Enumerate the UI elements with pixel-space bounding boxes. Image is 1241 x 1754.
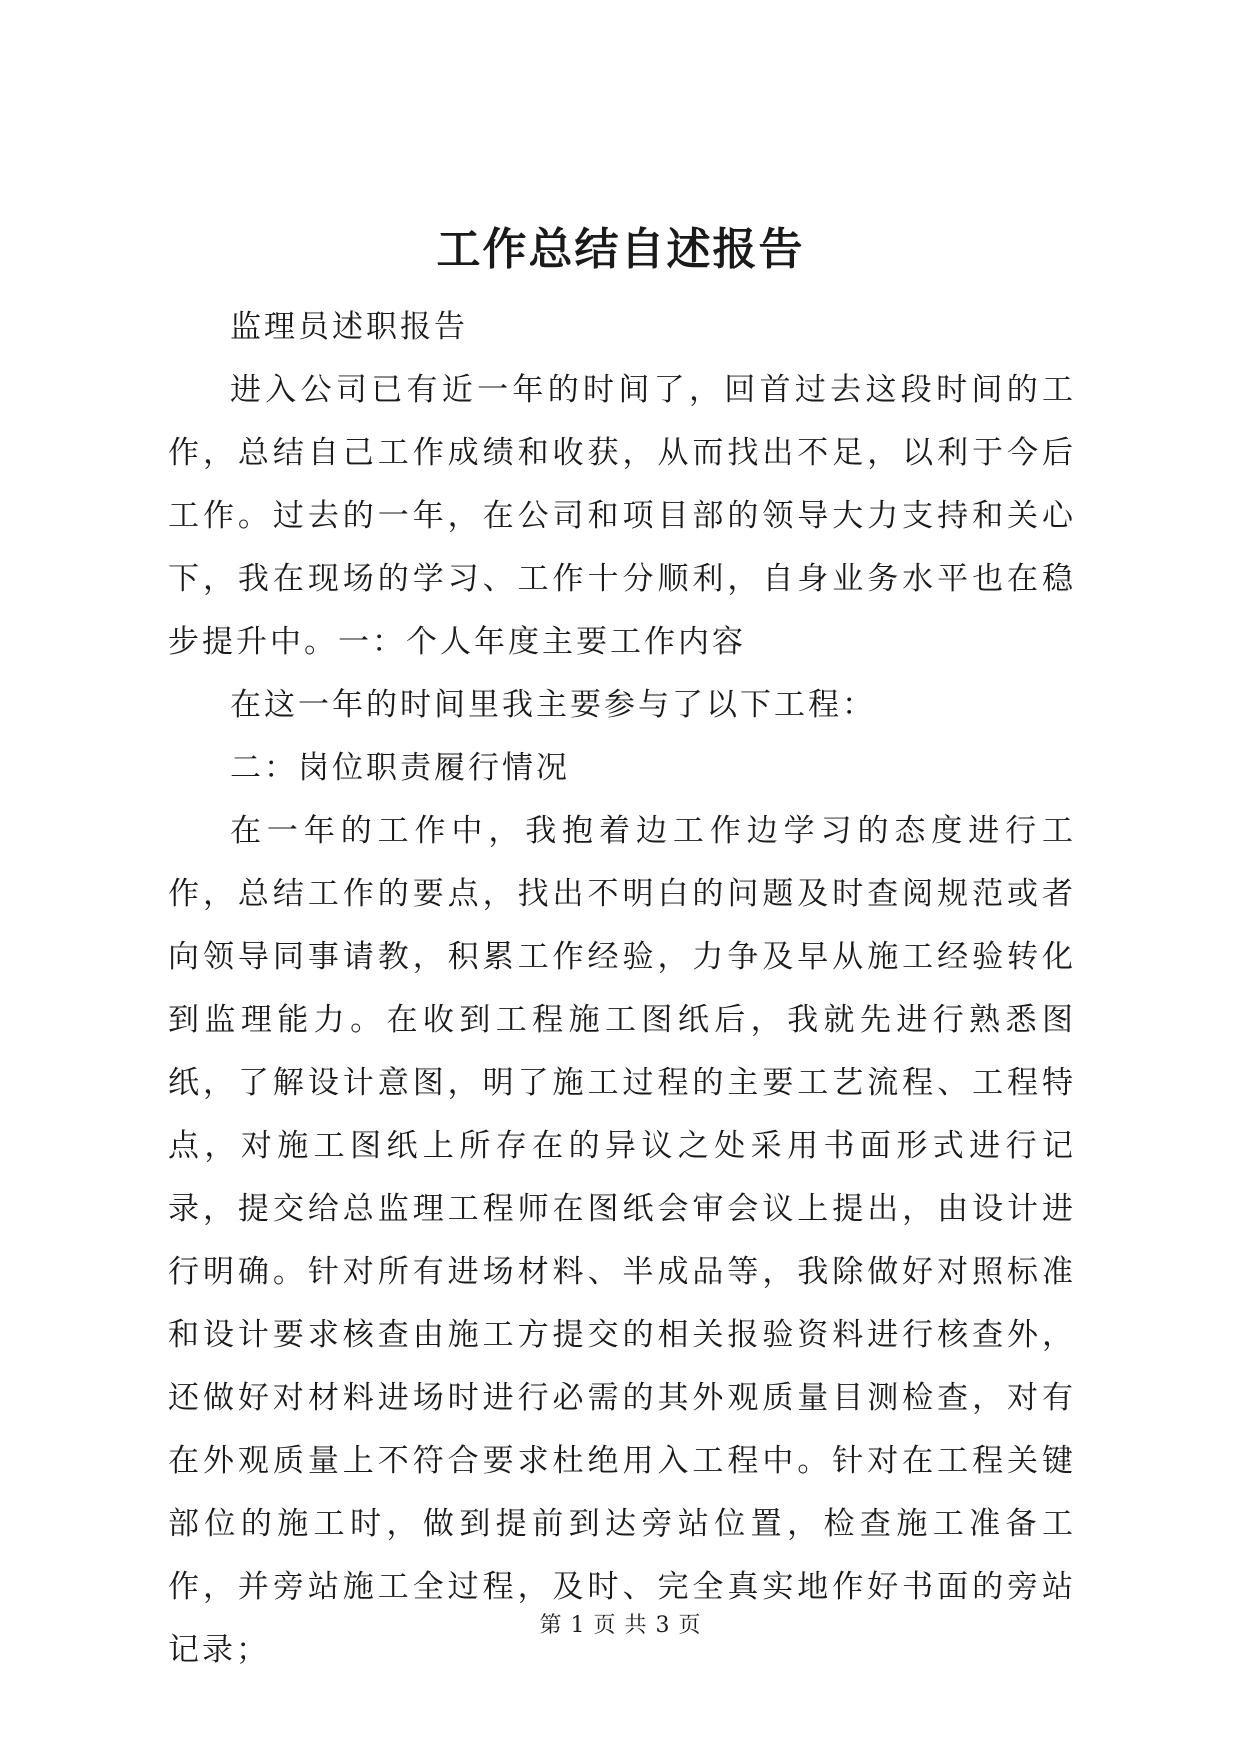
page-footer: 第 1 页 共 3 页 (539, 1613, 702, 1638)
document-title: 工作总结自述报告 (436, 224, 805, 275)
paragraph-section-heading: 二：岗位职责履行情况 (230, 750, 570, 786)
paragraph-duties: 在一年的工作中，我抱着边工作边学习的态度进行工作，总结工作的要点，找出不明白的问题及时查阅规范或者向领导同事请教，积累工作经验，力争及早从施工经验转化到监理能力。在收到工程施工图纸后，我就先进行熟悉图纸，了解设计意图，明了施工过程的主要工艺流程、工程特点，对施工图纸上所存在的异议之处采用书面形式进行记录，提交给总监理工程师在图纸会审会议上提出，由设计进行明确。针对所有进场材料、半成品等，我除做好对照标准和设计要求核查由施工方提交的相关报验资料进行核查外，还做好对材料进场时进行必需的其外观质量目测检查，对有在外观质量上不符合要求杜绝用入工程中。针对在工程关键部位的施工时，做到提前到达旁站位置，检查施工准备工作，并旁站施工全过程，及时、完全真实地作好书面的旁站记录； (168, 813, 1076, 1668)
paragraph-projects: 在这一年的时间里我主要参与了以下工程： (230, 687, 876, 723)
paragraph-intro: 进入公司已有近一年的时间了，回首过去这段时间的工作，总结自己工作成绩和收获，从而找出不足，以利于今后工作。过去的一年，在公司和项目部的领导大力支持和关心下，我在现场的学习、工作十分顺利，自身业务水平也在稳步提升中。一：个人年度主要工作内容 (168, 372, 1076, 660)
paragraph-subtitle: 监理员述职报告 (230, 309, 468, 345)
document-body (168, 296, 1076, 1682)
